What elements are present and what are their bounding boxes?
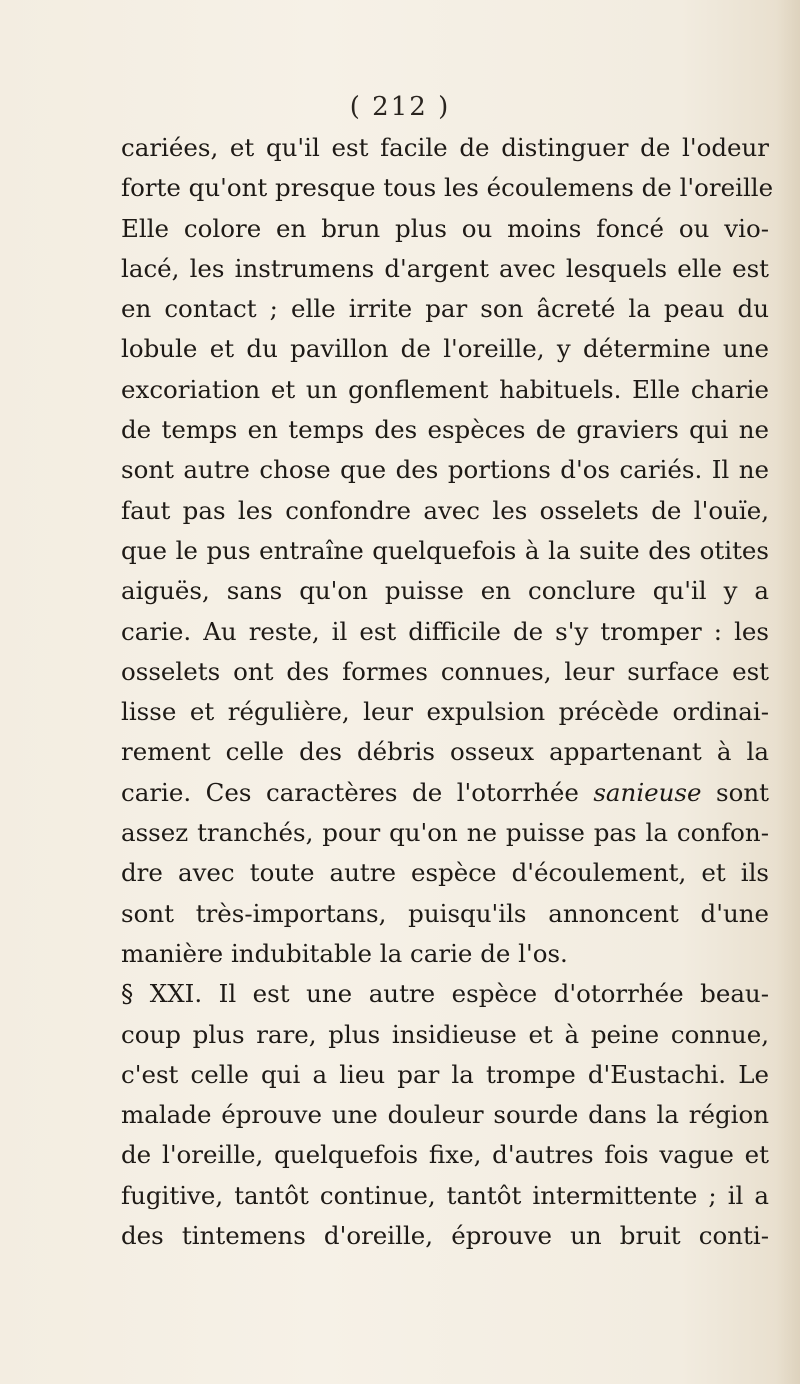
text-line: sont autre chose que des portions d'os cariés. Il ne: [121, 455, 769, 485]
text-line: lobule et du pavillon de l'oreille, y détermine une: [121, 334, 769, 364]
text-line-mixed: [121, 773, 769, 813]
text-line: cariées, et qu'il est facile de distinguer de l'odeur: [121, 133, 769, 162]
text-line: Elle colore en brun plus ou moins foncé ou vio-: [121, 213, 769, 243]
text-line: lisse et régulière, leur expulsion précède ordinai-: [121, 697, 769, 727]
text-line: de temps en temps des espèces de graviers qui ne: [121, 415, 769, 445]
text-line: en contact ; elle irrite par son âcreté la peau du: [121, 294, 769, 324]
text-line: dre avec toute autre espèce d'écoulement, et ils: [121, 858, 769, 888]
text-line: faut pas les confondre avec les osselets de l'ouïe,: [121, 495, 769, 525]
page-number: ( 212 ): [349, 92, 451, 122]
text-line: malade éprouve une douleur sourde dans la région: [121, 1100, 769, 1130]
italic-term: sanieuse: [593, 777, 702, 807]
section-heading-line: § XXI. Il est une autre espèce d'otorrhée beau-: [121, 979, 769, 1009]
text-line: sont très-importans, puisqu'ils annoncent d'une: [121, 898, 769, 928]
text-line: lacé, les instrumens d'argent avec lesquels elle est: [121, 253, 769, 283]
text-line: assez tranchés, pour qu'on ne puisse pas la confon-: [121, 818, 769, 848]
text-line: de l'oreille, quelquefois fixe, d'autres fois vague et: [121, 1140, 769, 1170]
text-line: coup plus rare, plus insidieuse et à peine connue,: [121, 1019, 769, 1049]
text-line: c'est celle qui a lieu par la trompe d'Eustachi. Le: [121, 1059, 769, 1089]
text-segment: sont: [716, 777, 769, 807]
body-text: [121, 128, 774, 1256]
text-segment: carie. Ces caractères de l'otorrhée: [121, 777, 579, 807]
text-line: des tintemens d'oreille, éprouve un bruit conti-: [121, 1221, 769, 1251]
text-line: carie. Au reste, il est difficile de s'y tromper : les: [121, 616, 769, 646]
text-line: forte qu'ont presque tous les écoulemens de l'oreille: [121, 173, 774, 203]
text-line: fugitive, tantôt continue, tantôt intermittente ; il a: [121, 1180, 769, 1210]
text-line: aiguës, sans qu'on puisse en conclure qu'il y a: [121, 576, 769, 606]
text-line: rement celle des débris osseux appartenant à la: [121, 737, 769, 767]
text-line: excoriation et un gonflement habituels. Elle charie: [121, 374, 769, 404]
text-line: osselets ont des formes connues, leur surface est: [121, 656, 769, 686]
text-line: que le pus entraîne quelquefois à la suite des otites: [121, 535, 769, 565]
text-line: manière indubitable la carie de l'os.: [121, 938, 568, 968]
